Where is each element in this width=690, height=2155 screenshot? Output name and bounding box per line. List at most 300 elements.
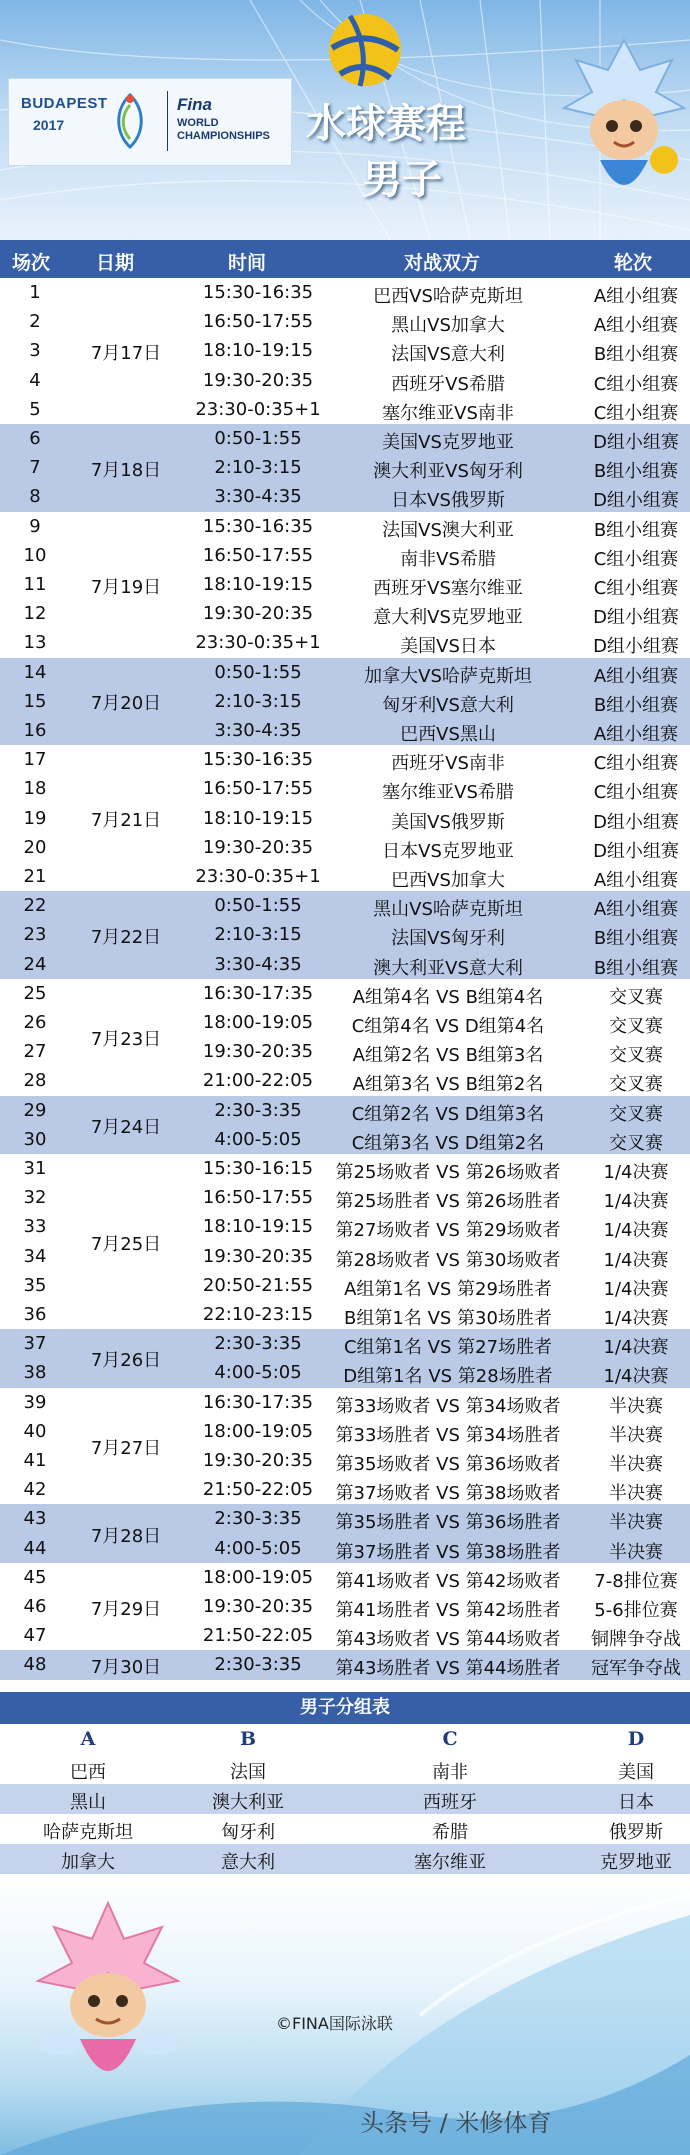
- table-row: [0, 891, 690, 920]
- group-table-header: [0, 1724, 690, 1754]
- match-time: 2:10-3:15: [214, 924, 302, 946]
- match-number: 13: [23, 632, 47, 654]
- match-number: 45: [23, 1566, 47, 1588]
- match-teams: 法国VS意大利: [391, 344, 505, 366]
- group-team: 哈萨克斯坦: [43, 1822, 133, 1843]
- match-number: 1: [29, 282, 41, 303]
- match-teams: 加拿大VS哈萨克斯坦: [364, 665, 532, 687]
- match-time: 15:30-16:35: [202, 282, 314, 303]
- water-polo-ball-icon: [320, 8, 410, 88]
- match-teams: 第41场败者 VS 第42场败者: [335, 1570, 561, 1592]
- logo-city: BUDAPEST: [21, 95, 108, 112]
- match-teams: 美国VS俄罗斯: [391, 811, 505, 833]
- table-row: [0, 1504, 690, 1533]
- match-round: D组小组赛: [593, 432, 679, 453]
- match-time: 16:30-17:35: [202, 982, 314, 1004]
- match-number: 2: [29, 311, 41, 333]
- match-number: 43: [23, 1508, 47, 1530]
- match-teams: 第37场败者 VS 第38场败者: [335, 1483, 561, 1505]
- match-round: C组小组赛: [593, 782, 679, 804]
- source-watermark: 头条号 / 米修体育: [360, 2109, 552, 2137]
- match-round: 冠军争夺战: [591, 1658, 681, 1680]
- match-round: A组小组赛: [593, 899, 679, 921]
- match-round: 7-8排位赛: [594, 1570, 678, 1592]
- match-teams: C组第2名 VS D组第3名: [351, 1103, 545, 1125]
- match-number: 47: [23, 1625, 47, 1647]
- match-round: 交叉赛: [609, 1074, 663, 1096]
- table-row: [0, 1300, 690, 1329]
- match-round: 1/4决赛: [603, 1366, 669, 1388]
- group-team: 法国: [230, 1762, 266, 1783]
- match-teams: 巴西VS黑山: [400, 724, 496, 745]
- table-row: [0, 1534, 690, 1563]
- date-cell: 7月26日: [90, 1350, 162, 1372]
- match-round: B组小组赛: [593, 928, 679, 950]
- match-round: C组小组赛: [593, 578, 679, 599]
- match-round: C组小组赛: [593, 402, 679, 424]
- match-number: 36: [23, 1304, 47, 1325]
- match-teams: A组第3名 VS B组第2名: [352, 1074, 544, 1096]
- match-time: 0:50-1:55: [214, 895, 302, 917]
- table-row: [0, 687, 690, 716]
- date-cell: 7月21日: [90, 810, 162, 832]
- table-row: [0, 307, 690, 336]
- match-time: 18:10-19:15: [202, 574, 314, 595]
- match-time: 2:10-3:15: [214, 690, 302, 712]
- match-round: 半决赛: [609, 1424, 663, 1446]
- match-time: 3:30-4:35: [214, 486, 302, 508]
- match-teams: 塞尔维亚VS南非: [382, 402, 514, 424]
- match-number: 35: [23, 1274, 47, 1296]
- match-number: 15: [23, 690, 47, 712]
- match-teams: A组第4名 VS B组第4名: [352, 986, 544, 1008]
- match-time: 22:10-23:15: [202, 1304, 314, 1325]
- match-teams: 西班牙VS塞尔维亚: [373, 578, 523, 599]
- table-row: [0, 482, 690, 511]
- match-number: 19: [23, 807, 47, 829]
- table-row: [0, 336, 690, 365]
- match-number: 23: [23, 924, 47, 946]
- match-round: 1/4决赛: [603, 1220, 669, 1242]
- lotus-mascot-icon: [28, 1893, 188, 2113]
- table-row: [0, 950, 690, 979]
- match-teams: 第35场败者 VS 第36场败者: [335, 1454, 561, 1475]
- match-number: 33: [23, 1216, 47, 1238]
- match-number: 37: [23, 1333, 47, 1355]
- date-cell: 7月24日: [90, 1116, 162, 1138]
- table-row: [0, 1417, 690, 1446]
- table-row: [0, 453, 690, 482]
- match-time: 16:30-17:35: [202, 1391, 314, 1413]
- table-row: [0, 1329, 690, 1358]
- match-round: 1/4决赛: [603, 1308, 669, 1329]
- col-header-time: 时间: [228, 252, 267, 274]
- match-number: 16: [23, 720, 47, 741]
- table-row: [0, 1212, 690, 1241]
- table-row: [0, 979, 690, 1008]
- date-cell: 7月18日: [90, 459, 162, 481]
- match-time: 20:50-21:55: [202, 1274, 314, 1296]
- table-row: [0, 804, 690, 833]
- match-number: 34: [23, 1245, 47, 1267]
- match-number: 26: [23, 1012, 47, 1033]
- match-teams: 第25场败者 VS 第26场败者: [335, 1162, 561, 1183]
- match-round: A组小组赛: [593, 870, 679, 891]
- match-time: 23:30-0:35+1: [195, 398, 321, 420]
- match-time: 19:30-20:35: [202, 836, 314, 858]
- match-number: 8: [29, 486, 41, 508]
- match-time: 19:30-20:35: [202, 1245, 314, 1267]
- match-round: 1/4决赛: [603, 1162, 669, 1183]
- col-header-no: 场次: [12, 252, 51, 274]
- match-teams: 第28场败者 VS 第30场败者: [335, 1249, 561, 1271]
- table-row: [0, 1592, 690, 1621]
- date-cell: 7月23日: [90, 1029, 162, 1051]
- match-teams: D组第1名 VS 第28场胜者: [343, 1366, 553, 1388]
- date-cell: 7月28日: [90, 1525, 162, 1547]
- match-number: 21: [23, 866, 47, 887]
- match-time: 16:50-17:55: [202, 311, 314, 333]
- col-header-match: 对战双方: [404, 252, 481, 274]
- match-time: 2:30-3:35: [214, 1508, 302, 1530]
- match-teams: A组第1名 VS 第29场胜者: [344, 1278, 552, 1300]
- match-number: 46: [23, 1596, 47, 1617]
- group-header-b: B: [239, 1728, 257, 1750]
- group-team: 美国: [618, 1762, 654, 1783]
- match-time: 3:30-4:35: [214, 953, 302, 975]
- budapest-swirl-icon: [105, 89, 155, 153]
- schedule-table-header: [0, 240, 690, 278]
- match-time: 23:30-0:35+1: [195, 866, 321, 887]
- match-number: 7: [29, 457, 41, 479]
- table-row: [0, 1446, 690, 1475]
- match-teams: 美国VS日本: [400, 636, 496, 658]
- match-time: 18:00-19:05: [202, 1012, 314, 1033]
- match-teams: 第37场胜者 VS 第38场胜者: [335, 1541, 561, 1563]
- match-number: 22: [23, 895, 47, 917]
- match-round: B组小组赛: [593, 694, 679, 716]
- table-row: [0, 1388, 690, 1417]
- table-row: [0, 1096, 690, 1125]
- table-row: [0, 774, 690, 803]
- match-teams: 西班牙VS南非: [391, 753, 505, 775]
- match-time: 16:50-17:55: [202, 778, 314, 800]
- table-row: [0, 1271, 690, 1300]
- table-row: [0, 1154, 690, 1183]
- match-number: 41: [23, 1450, 47, 1471]
- match-number: 44: [23, 1537, 47, 1559]
- match-number: 6: [29, 428, 41, 449]
- match-time: 0:50-1:55: [214, 428, 302, 449]
- match-round: B组小组赛: [593, 344, 679, 366]
- match-number: 40: [23, 1420, 47, 1442]
- match-number: 20: [23, 836, 47, 858]
- match-time: 4:00-5:05: [214, 1128, 302, 1150]
- match-number: 17: [23, 749, 47, 771]
- match-number: 28: [23, 1070, 47, 1092]
- match-teams: 黑山VS加拿大: [391, 315, 505, 337]
- table-row: [0, 512, 690, 541]
- match-round: 半决赛: [609, 1454, 663, 1475]
- group-header-a: A: [80, 1728, 96, 1750]
- match-teams: C组第4名 VS D组第4名: [351, 1016, 545, 1037]
- match-time: 15:30-16:15: [202, 1158, 314, 1179]
- table-row: [0, 1125, 690, 1154]
- match-teams: 塞尔维亚VS希腊: [382, 782, 514, 804]
- group-team: 塞尔维亚: [414, 1852, 486, 1873]
- table-row: [0, 920, 690, 949]
- match-time: 16:50-17:55: [202, 544, 314, 566]
- match-time: 16:50-17:55: [202, 1187, 314, 1209]
- match-teams: 法国VS匈牙利: [391, 928, 505, 950]
- group-team: 匈牙利: [221, 1822, 275, 1843]
- date-cell: 7月30日: [90, 1657, 162, 1678]
- match-teams: 第43场胜者 VS 第44场胜者: [335, 1658, 561, 1680]
- table-row: [0, 424, 690, 453]
- match-time: 2:30-3:35: [214, 1654, 302, 1676]
- group-row: [0, 1814, 690, 1844]
- match-time: 18:00-19:05: [202, 1420, 314, 1442]
- match-round: 半决赛: [609, 1541, 663, 1563]
- match-round: C组小组赛: [593, 548, 679, 570]
- match-teams: A组第2名 VS B组第3名: [352, 1045, 544, 1067]
- match-round: 交叉赛: [609, 1103, 663, 1125]
- fina-logo-text: Fina: [177, 95, 212, 114]
- match-round: 5-6排位赛: [594, 1600, 678, 1621]
- match-teams: C组第1名 VS 第27场胜者: [343, 1337, 553, 1359]
- match-teams: 意大利VS克罗地亚: [373, 607, 523, 629]
- event-name-line1: WORLD: [177, 117, 219, 129]
- match-number: 18: [23, 778, 47, 800]
- match-time: 18:10-19:15: [202, 807, 314, 829]
- table-row: [0, 1066, 690, 1095]
- table-row: [0, 1650, 690, 1679]
- match-number: 3: [29, 340, 41, 362]
- match-time: 3:30-4:35: [214, 720, 302, 741]
- date-cell: 7月19日: [90, 576, 162, 598]
- match-round: 1/4决赛: [603, 1249, 669, 1271]
- match-number: 27: [23, 1041, 47, 1063]
- table-row: [0, 716, 690, 745]
- match-round: D组小组赛: [593, 811, 679, 833]
- group-row: [0, 1844, 690, 1874]
- group-team: 加拿大: [61, 1852, 115, 1873]
- match-time: 23:30-0:35+1: [195, 632, 321, 654]
- table-row: [0, 1475, 690, 1504]
- match-number: 32: [23, 1187, 47, 1209]
- table-row: [0, 628, 690, 657]
- event-name-line2: CHAMPIONSHIPS: [177, 130, 270, 142]
- match-time: 19:30-20:35: [202, 369, 314, 391]
- match-time: 0:50-1:55: [214, 661, 302, 683]
- group-team: 意大利: [221, 1852, 275, 1873]
- group-row: [0, 1784, 690, 1814]
- match-round: A组小组赛: [593, 724, 679, 745]
- poster-subtitle: 男子: [362, 157, 442, 203]
- group-team: 克罗地亚: [600, 1852, 672, 1873]
- group-table-title: 男子分组表: [0, 1692, 690, 1724]
- match-number: 31: [23, 1158, 47, 1179]
- match-round: 铜牌争夺战: [591, 1629, 681, 1651]
- match-time: 18:00-19:05: [202, 1566, 314, 1588]
- match-number: 9: [29, 515, 41, 537]
- match-round: 1/4决赛: [603, 1278, 669, 1300]
- match-number: 11: [23, 574, 47, 595]
- date-cell: 7月27日: [90, 1438, 162, 1459]
- table-row: [0, 1358, 690, 1387]
- match-time: 19:30-20:35: [202, 603, 314, 625]
- date-cell: 7月25日: [90, 1233, 162, 1255]
- match-round: A组小组赛: [593, 286, 679, 307]
- match-round: B组小组赛: [593, 519, 679, 541]
- table-row: [0, 1621, 690, 1650]
- logo-divider: [167, 91, 168, 151]
- match-time: 4:00-5:05: [214, 1362, 302, 1384]
- match-time: 21:00-22:05: [202, 1070, 314, 1092]
- table-row: [0, 395, 690, 424]
- match-round: D组小组赛: [593, 840, 679, 862]
- group-header-d: D: [627, 1728, 645, 1750]
- table-row: [0, 745, 690, 774]
- match-round: B组小组赛: [593, 957, 679, 979]
- group-team: 澳大利亚: [212, 1792, 284, 1813]
- match-teams: 日本VS俄罗斯: [391, 490, 505, 512]
- match-number: 14: [23, 661, 47, 683]
- match-teams: 日本VS克罗地亚: [382, 840, 514, 862]
- match-time: 19:30-20:35: [202, 1596, 314, 1617]
- match-time: 21:50-22:05: [202, 1479, 314, 1501]
- match-round: C组小组赛: [593, 753, 679, 775]
- match-round: B组小组赛: [593, 461, 679, 483]
- match-round: A组小组赛: [593, 315, 679, 337]
- championship-logo: [8, 78, 292, 166]
- date-cell: 7月29日: [90, 1598, 162, 1620]
- group-header-c: C: [442, 1728, 458, 1750]
- match-round: 交叉赛: [609, 1016, 663, 1037]
- match-teams: 巴西VS哈萨克斯坦: [373, 286, 523, 307]
- table-row: [0, 570, 690, 599]
- match-number: 24: [23, 953, 47, 975]
- copyright-text: ©FINA国际泳联: [276, 2014, 393, 2033]
- match-time: 15:30-16:35: [202, 515, 314, 537]
- poster-title: 水球赛程: [306, 101, 466, 147]
- match-teams: 黑山VS哈萨克斯坦: [373, 899, 523, 921]
- match-round: D组小组赛: [593, 636, 679, 658]
- match-round: 半决赛: [609, 1395, 663, 1417]
- match-round: 半决赛: [609, 1512, 663, 1534]
- match-round: C组小组赛: [593, 373, 679, 395]
- date-cell: 7月20日: [90, 693, 162, 715]
- group-team: 巴西: [70, 1762, 106, 1783]
- table-row: [0, 541, 690, 570]
- match-round: 1/4决赛: [603, 1337, 669, 1359]
- table-row: [0, 658, 690, 687]
- match-round: D组小组赛: [593, 607, 679, 629]
- group-team: 日本: [618, 1792, 654, 1813]
- match-time: 2:10-3:15: [214, 457, 302, 479]
- match-teams: 第41场胜者 VS 第42场胜者: [335, 1600, 561, 1621]
- match-round: 交叉赛: [609, 986, 663, 1008]
- table-row: [0, 1563, 690, 1592]
- match-teams: 法国VS澳大利亚: [382, 519, 514, 541]
- hero-banner: [0, 0, 690, 240]
- table-row: [0, 599, 690, 628]
- match-number: 12: [23, 603, 47, 625]
- match-time: 2:30-3:35: [214, 1333, 302, 1355]
- mascot-icon: [560, 30, 688, 220]
- match-teams: 第43场败者 VS 第44场败者: [335, 1629, 561, 1651]
- table-row: [0, 1242, 690, 1271]
- match-round: 交叉赛: [609, 1132, 663, 1154]
- logo-year: 2017: [33, 117, 65, 133]
- table-row: [0, 1183, 690, 1212]
- match-number: 10: [23, 544, 47, 566]
- match-time: 15:30-16:35: [202, 749, 314, 771]
- group-team: 西班牙: [423, 1792, 477, 1813]
- group-team: 南非: [432, 1762, 468, 1783]
- match-teams: 西班牙VS希腊: [391, 373, 505, 395]
- match-teams: 澳大利亚VS匈牙利: [373, 461, 523, 483]
- match-number: 39: [23, 1391, 47, 1413]
- match-teams: 美国VS克罗地亚: [382, 432, 514, 453]
- table-row: [0, 833, 690, 862]
- table-row: [0, 1037, 690, 1066]
- table-row: [0, 366, 690, 395]
- event-name: [177, 117, 270, 143]
- date-cell: 7月17日: [90, 343, 162, 364]
- match-number: 42: [23, 1479, 47, 1501]
- group-team: 俄罗斯: [609, 1822, 663, 1843]
- match-round: 半决赛: [609, 1483, 663, 1505]
- match-teams: 第27场败者 VS 第29场败者: [335, 1220, 561, 1242]
- match-number: 25: [23, 982, 47, 1004]
- match-teams: 第33场胜者 VS 第34场胜者: [335, 1424, 561, 1446]
- table-row: [0, 1008, 690, 1037]
- group-team: 希腊: [432, 1822, 468, 1843]
- match-number: 30: [23, 1128, 47, 1150]
- match-teams: 第33场败者 VS 第34场败者: [335, 1395, 561, 1417]
- match-round: 1/4决赛: [603, 1191, 669, 1213]
- match-teams: 澳大利亚VS意大利: [373, 957, 523, 979]
- group-row: [0, 1754, 690, 1784]
- match-time: 19:30-20:35: [202, 1041, 314, 1063]
- match-time: 18:10-19:15: [202, 340, 314, 362]
- match-time: 18:10-19:15: [202, 1216, 314, 1238]
- match-teams: C组第3名 VS D组第2名: [351, 1132, 545, 1154]
- col-header-round: 轮次: [614, 252, 653, 274]
- match-number: 4: [29, 369, 41, 391]
- match-number: 38: [23, 1362, 47, 1384]
- match-teams: 巴西VS加拿大: [391, 870, 505, 891]
- match-teams: 第35场胜者 VS 第36场胜者: [335, 1512, 561, 1534]
- match-number: 5: [29, 398, 41, 420]
- match-time: 2:30-3:35: [214, 1099, 302, 1121]
- match-round: A组小组赛: [593, 665, 679, 687]
- group-team: 黑山: [70, 1792, 106, 1813]
- col-header-date: 日期: [96, 252, 135, 274]
- match-round: 交叉赛: [609, 1045, 663, 1067]
- match-round: D组小组赛: [593, 490, 679, 512]
- match-teams: 匈牙利VS意大利: [382, 694, 514, 716]
- match-teams: 南非VS希腊: [400, 548, 496, 570]
- match-number: 29: [23, 1099, 47, 1121]
- date-cell: 7月22日: [90, 927, 162, 948]
- footer-area: [0, 1875, 690, 2155]
- match-teams: 第25场胜者 VS 第26场胜者: [335, 1191, 561, 1213]
- match-number: 48: [23, 1654, 47, 1676]
- table-row: [0, 278, 690, 307]
- match-time: 4:00-5:05: [214, 1537, 302, 1559]
